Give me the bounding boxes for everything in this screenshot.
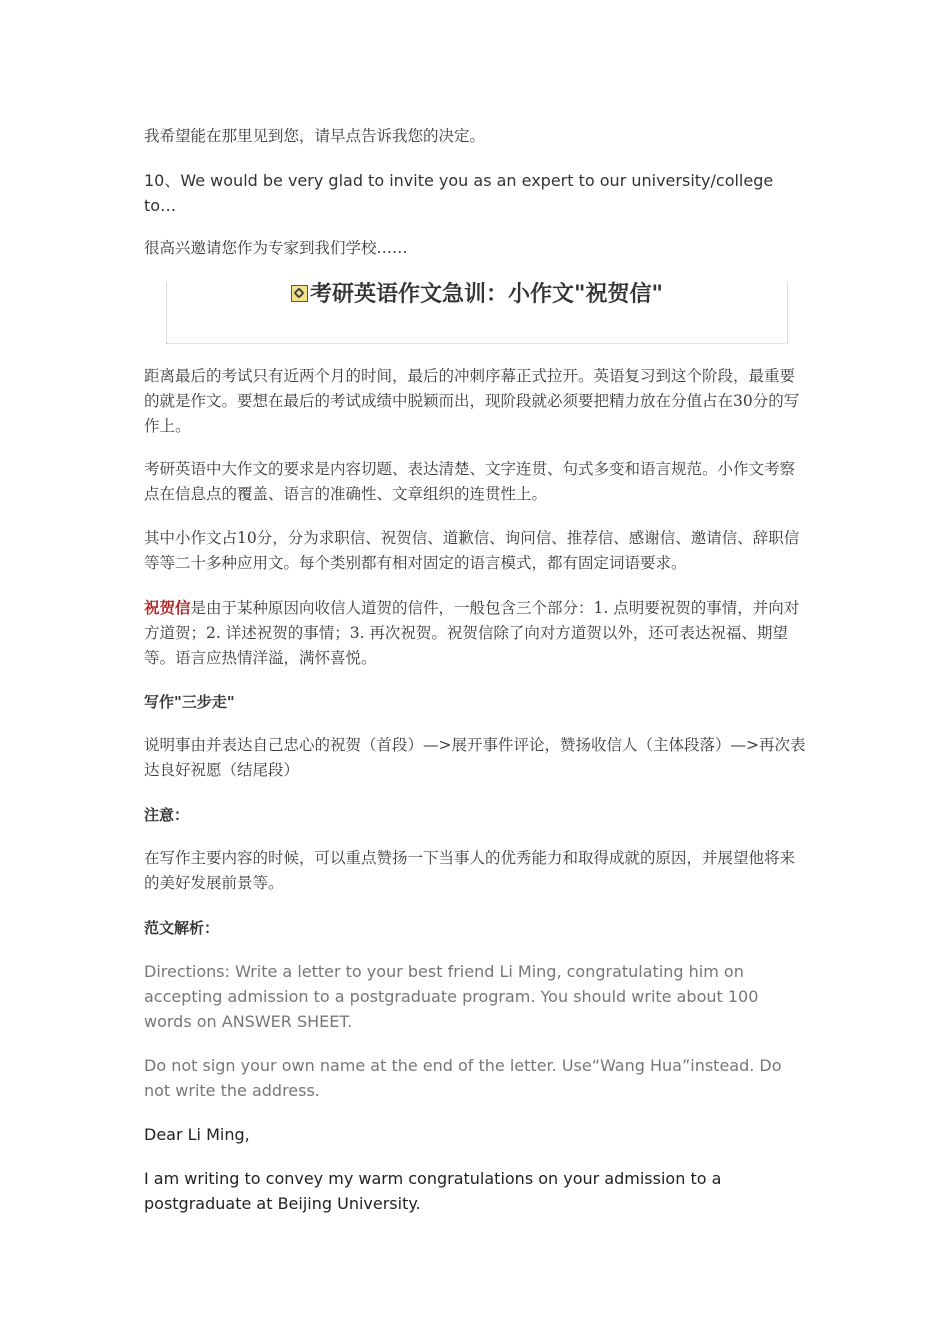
heading-sample: 范文解析： <box>144 919 220 937</box>
paragraph-invite-english: 10、We would be very glad to invite you as an expert to our university/college to… <box>144 171 774 215</box>
heading-note: 注意： <box>144 806 190 824</box>
paragraph-directions-2: Do not sign your own name at the end of the letter. Use“Wang Hua”instead. Do not write the address. <box>144 1056 782 1100</box>
paragraph-decision: 我希望能在那里见到您，请早点告诉我您的决定。 <box>144 127 486 145</box>
letter-salutation: Dear Li Ming, <box>144 1125 250 1144</box>
paragraph-steps: 说明事由并表达自己忠心的祝贺（首段）—>展开事件评论，赞扬收信人（主体段落）—>再次表达良好祝愿（结尾段） <box>144 736 806 779</box>
highlight-term: 祝贺信 <box>144 598 191 617</box>
heading-three-steps: 写作"三步走" <box>144 693 235 711</box>
article-title-box <box>166 282 788 344</box>
paragraph-invite-chinese: 很高兴邀请您作为专家到我们学校…… <box>144 239 408 257</box>
article-title-text: 考研英语作文急训：小作文"祝贺信" <box>310 282 663 307</box>
paragraph-directions: Directions: Write a letter to your best friend Li Ming, congratulating him on accepting admission to a postgraduate program. You should write about 100 words on ANSWER SHEET. <box>144 962 759 1031</box>
paragraph-intro: 距离最后的考试只有近两个月的时间，最后的冲刺序幕正式拉开。英语复习到这个阶段，最重要的就是作文。要想在最后的考试成绩中脱颖而出，现阶段就必须要把精力放在分值占在30分的写作上。 <box>144 367 800 435</box>
letter-body: I am writing to convey my warm congratulations on your admission to a postgraduate at Beijing University. <box>144 1169 722 1213</box>
paragraph-categories: 其中小作文占10分，分为求职信、祝贺信、道歉信、询问信、推荐信、感谢信、邀请信、辞职信等等二十多种应用文。每个类别都有相对固定的语言模式，都有固定词语要求。 <box>144 529 800 572</box>
document-icon <box>291 285 308 302</box>
paragraph-requirements: 考研英语中大作文的要求是内容切题、表达清楚、文字连贯、句式多变和语言规范。小作文考察点在信息点的覆盖、语言的准确性、文章组织的连贯性上。 <box>144 460 796 503</box>
article-title <box>167 282 787 308</box>
paragraph-congrats-definition <box>144 595 808 671</box>
paragraph-note: 在写作主要内容的时候，可以重点赞扬一下当事人的优秀能力和取得成就的原因，并展望他将来的美好发展前景等。 <box>144 849 796 892</box>
definition-text: 是由于某种原因向收信人道贺的信件，一般包含三个部分：1. 点明要祝贺的事情，并向对方道贺；2. 详述祝贺的事情；3. 再次祝贺。祝贺信除了向对方道贺以外，还可表达祝福、期望等。语言应热情洋溢，满怀喜悦。 <box>144 599 800 667</box>
